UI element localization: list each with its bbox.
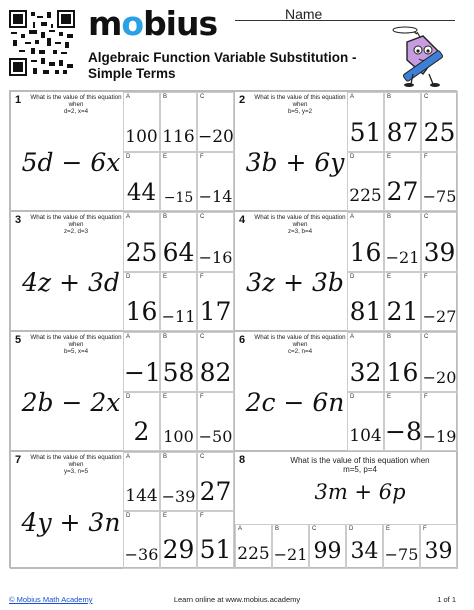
question-card-1 — [10, 91, 234, 211]
mobius-mascot-icon — [385, 22, 460, 92]
answer-option-a[interactable]: A 16 — [347, 212, 384, 272]
equation: 4y + 3n — [21, 508, 121, 537]
answer-option-c[interactable]: C 27 — [197, 452, 234, 511]
question-card-8 — [234, 451, 458, 569]
name-label: Name — [285, 6, 323, 22]
answer-option-a[interactable]: A 225 — [235, 524, 272, 569]
question-number: 2 — [239, 94, 246, 106]
answer-option-b[interactable]: B 116 — [160, 92, 197, 152]
question-card-6 — [234, 331, 458, 451]
page-counter: 1 of 1 — [437, 595, 456, 604]
equation: 2b − 2x — [21, 388, 121, 417]
answer-option-a[interactable]: A 32 — [347, 332, 384, 392]
answer-option-f[interactable]: F −50 — [197, 392, 234, 451]
answer-option-f[interactable]: F −75 — [421, 152, 458, 211]
question-number: 4 — [239, 214, 246, 226]
answer-option-a[interactable]: A −1 — [123, 332, 160, 392]
question-number: 1 — [15, 94, 22, 106]
answer-option-a[interactable]: A 100 — [123, 92, 160, 152]
question-number: 3 — [15, 214, 22, 226]
question-prompt: What is the value of this equation when z=2, d=3 — [30, 214, 122, 236]
answer-option-f[interactable]: F −14 — [197, 152, 234, 211]
question-prompt: What is the value of this equation when z=3, b=4 — [254, 214, 346, 236]
equation: 3b + 6y — [245, 148, 345, 177]
answer-option-e[interactable]: E 27 — [384, 152, 421, 211]
question-number: 8 — [239, 454, 246, 466]
answer-option-c[interactable]: C 39 — [421, 212, 458, 272]
answer-option-e[interactable]: E −8 — [384, 392, 421, 451]
answer-option-d[interactable]: D 104 — [347, 392, 384, 451]
answer-option-e[interactable]: E −75 — [383, 524, 420, 569]
name-line[interactable] — [235, 20, 455, 21]
question-card-3 — [10, 211, 234, 331]
answer-option-d[interactable]: D −36 — [123, 511, 160, 569]
answer-option-d[interactable]: D 16 — [123, 272, 160, 331]
answer-option-c[interactable]: C 99 — [309, 524, 346, 569]
answer-option-e[interactable]: E 29 — [160, 511, 197, 569]
answer-option-b[interactable]: B 16 — [384, 332, 421, 392]
answer-option-c[interactable]: C 25 — [421, 92, 458, 152]
answer-option-b[interactable]: B 58 — [160, 332, 197, 392]
answer-option-a[interactable]: A 51 — [347, 92, 384, 152]
answer-option-f[interactable]: F −27 — [421, 272, 458, 331]
question-card-7 — [10, 451, 234, 569]
answer-option-c[interactable]: C −20 — [197, 92, 234, 152]
qr-code-icon — [9, 10, 75, 76]
question-card-4 — [234, 211, 458, 331]
worksheet-grid — [9, 90, 457, 568]
equation: 4z + 3d — [22, 268, 120, 297]
answer-option-f[interactable]: F 39 — [420, 524, 457, 569]
question-number: 6 — [239, 334, 246, 346]
question-card-5 — [10, 331, 234, 451]
answer-option-d[interactable]: D 225 — [347, 152, 384, 211]
answer-option-f[interactable]: F −19 — [421, 392, 458, 451]
equation: 5d − 6x — [21, 148, 121, 177]
question-prompt: What is the value of this equation when m=5, p=4 — [290, 456, 430, 474]
answer-option-d[interactable]: D 81 — [347, 272, 384, 331]
answer-option-c[interactable]: C 82 — [197, 332, 234, 392]
question-prompt: What is the value of this equation when d=2, x=4 — [30, 94, 122, 116]
page-title: Algebraic Function Variable Substitution - Simple Terms — [88, 50, 357, 81]
question-prompt: What is the value of this equation when c=2, n=4 — [254, 334, 346, 356]
question-number: 7 — [15, 454, 22, 466]
footer-academy-link[interactable]: © Mobius Math Academy — [9, 595, 93, 604]
question-number: 5 — [15, 334, 22, 346]
answer-option-a[interactable]: A 144 — [123, 452, 160, 511]
question-prompt: What is the value of this equation when b=5, y=2 — [254, 94, 346, 116]
answer-option-e[interactable]: E −11 — [160, 272, 197, 331]
equation: 2c − 6n — [245, 388, 345, 417]
answer-option-d[interactable]: D 44 — [123, 152, 160, 211]
equation: 3m + 6p — [314, 480, 406, 504]
answer-option-f[interactable]: F 17 — [197, 272, 234, 331]
answer-option-b[interactable]: B −39 — [160, 452, 197, 511]
question-prompt: What is the value of this equation when y=3, n=5 — [30, 454, 122, 476]
answer-option-c[interactable]: C −16 — [197, 212, 234, 272]
answer-option-b[interactable]: B 87 — [384, 92, 421, 152]
answer-option-b[interactable]: B 64 — [160, 212, 197, 272]
answer-option-e[interactable]: E −15 — [160, 152, 197, 211]
footer-website: Learn online at www.mobius.academy — [173, 595, 301, 604]
equation: 3z + 3b — [246, 268, 344, 297]
answer-option-b[interactable]: B −21 — [272, 524, 309, 569]
answer-option-d[interactable]: D 2 — [123, 392, 160, 451]
answer-option-b[interactable]: B −21 — [384, 212, 421, 272]
answer-option-d[interactable]: D 34 — [346, 524, 383, 569]
answer-option-c[interactable]: C −20 — [421, 332, 458, 392]
brand-logo: mobius — [88, 4, 218, 43]
answer-option-e[interactable]: E 21 — [384, 272, 421, 331]
answer-option-a[interactable]: A 25 — [123, 212, 160, 272]
question-card-2 — [234, 91, 458, 211]
answer-option-e[interactable]: E 100 — [160, 392, 197, 451]
answer-option-f[interactable]: F 51 — [197, 511, 234, 569]
question-prompt: What is the value of this equation when b=5, x=4 — [30, 334, 122, 356]
